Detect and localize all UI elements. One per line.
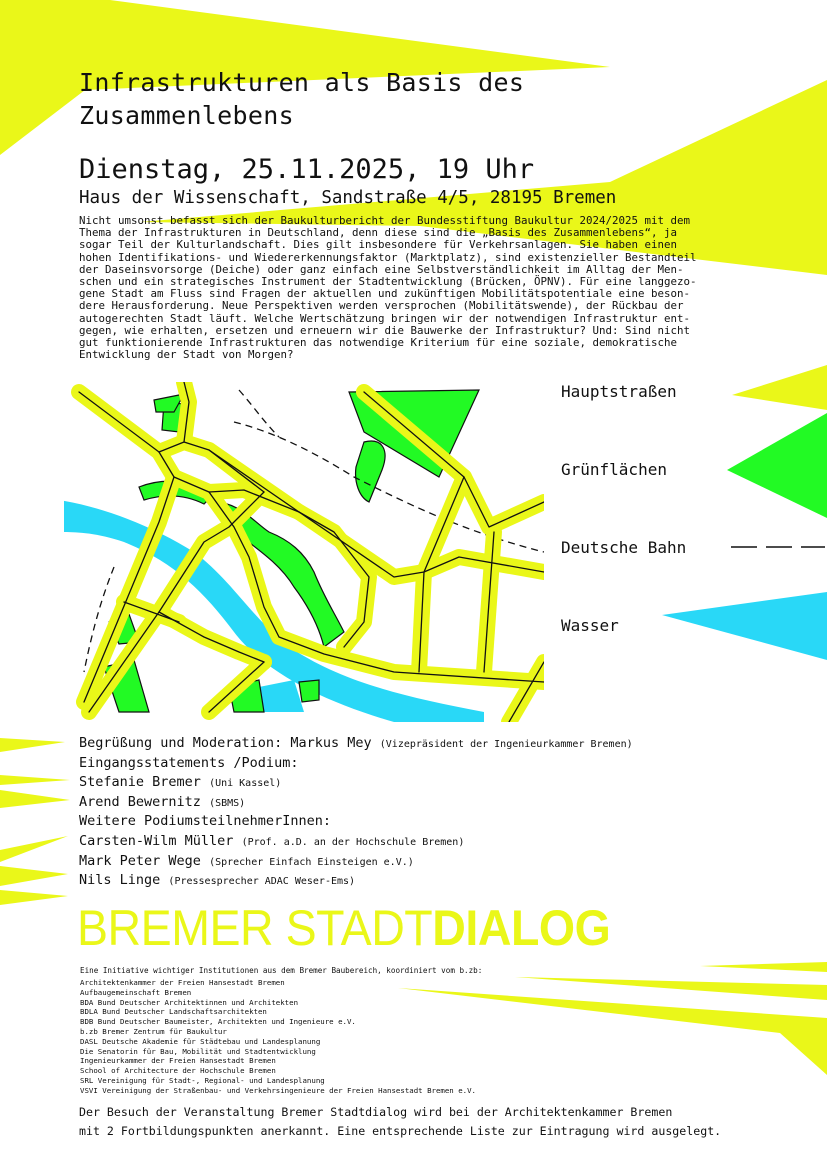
statements-heading: Eingangsstatements /Podium: — [79, 754, 299, 771]
footer-line-1: Der Besuch der Veranstaltung Bremer Stadtdialog wird bei der Architektenkammer Bremen — [79, 1105, 673, 1119]
intro-line: Nicht umsonst befasst sich der Baukulturbericht der Bundesstiftung Baukultur 2024/2025 mit dem — [79, 214, 691, 227]
moderation-role: (Vizepräsident der Ingenieurkammer Bremen) — [379, 739, 633, 750]
legend-railway: Deutsche Bahn — [561, 538, 687, 557]
legend-yellow-wedge — [732, 365, 827, 410]
organization-item: DASL Deutsche Akademie für Städtebau und Landesplanung — [80, 1036, 321, 1046]
moderation-label: Begrüßung und Moderation: — [79, 735, 283, 751]
speaker-row — [79, 793, 633, 813]
speaker-row — [79, 773, 633, 793]
organization-list — [80, 978, 476, 1096]
organization-item: BDLA Bund Deutscher Landschaftsarchitekten — [80, 1007, 267, 1017]
organization-item: b.zb Bremer Zentrum für Baukultur — [80, 1026, 227, 1036]
intro-line: hohen Identifikations- und Wiedererkennungsfaktor (Marktplatz), sind existenzieller Bestandteil — [79, 250, 697, 264]
moderation-name: Markus Mey — [290, 735, 372, 751]
title-line-2: Zusammenlebens — [79, 101, 294, 130]
panelist-role: (Sprecher Einfach Einsteigen e.V.) — [209, 856, 414, 868]
organization-item: BDA Bund Deutscher Architektinnen und Architekten — [80, 997, 299, 1007]
intro-line: Entwicklung der Stadt von Morgen? — [79, 348, 294, 362]
speaker-role: (SBMS) — [209, 797, 246, 809]
program-list — [79, 734, 633, 891]
panelist-name: Nils Linge — [79, 872, 161, 889]
organization-item: Die Senatorin für Bau, Mobilität und Stadtentwicklung — [80, 1046, 316, 1056]
intro-line: autogerechten Stadt läuft. Welche Wertschätzung bringen wir der notwendigen Infrastruktur ent- — [79, 311, 691, 325]
panel-heading: Weitere PodiumsteilnehmerInnen: — [79, 813, 331, 830]
city-map — [64, 382, 544, 722]
speaker-role: (Uni Kassel) — [209, 778, 282, 790]
intro-line: dere Herausforderung. Neue Perspektiven werden versprochen (Mobilitätswende), der Rückbau der — [79, 299, 684, 313]
legend-green-areas: Grünflächen — [561, 460, 667, 479]
speaker-name: Stefanie Bremer — [79, 774, 201, 791]
organization-item: SRL Vereinigung für Stadt-, Regional- und Landesplanung — [80, 1075, 325, 1085]
legend-water: Wasser — [561, 616, 619, 635]
intro-paragraph — [79, 215, 799, 361]
panelist-role: (Pressesprecher ADAC Weser-Ems) — [168, 876, 356, 888]
intro-line: sogar Teil der Kulturlandschaft. Dies gilt insbesondere für Verkehrsanlagen. Sie haben einen — [79, 238, 678, 252]
panelist-row — [79, 832, 633, 852]
brand-light: BREMER STADT — [77, 900, 433, 956]
organization-item: School of Architecture der Hochschule Bremen — [80, 1066, 276, 1076]
footer-line-2: mit 2 Fortbildungspunkten anerkannt. Eine entsprechende Liste zur Eintragung wird ausgelegt. — [79, 1124, 722, 1138]
moderation-row — [79, 734, 633, 754]
intro-line: gegen, wie erhalten, ersetzen und erneuern wir die Bauwerke der Infrastruktur? Und: Sind nicht — [79, 323, 691, 337]
intro-line: der Daseinsvorsorge (Deiche) oder ganz einfach eine Selbstverständlichkeit im Alltag der Men- — [79, 262, 684, 276]
panelist-name: Mark Peter Wege — [79, 852, 201, 869]
panelist-role: (Prof. a.D. an der Hochschule Bremen) — [241, 836, 465, 848]
panelist-row — [79, 871, 633, 891]
title-line-1: Infrastrukturen als Basis des — [79, 68, 525, 97]
organization-item: Aufbaugemeinschaft Bremen — [80, 987, 192, 997]
intro-line: schen und ein strategisches Instrument der Stadtentwicklung (Brücken, ÖPNV). Für eine langgezo- — [79, 275, 697, 289]
event-venue: Haus der Wissenschaft, Sandstraße 4/5, 28195 Bremen — [79, 188, 617, 208]
panelist-name: Carsten-Wilm Müller — [79, 832, 234, 849]
intro-line: gene Stadt am Fluss sind Fragen der aktuellen und zukünftigen Mobilitätspotentiale eine beson- — [79, 287, 691, 301]
initiative-intro: Eine Initiative wichtiger Institutionen aus dem Bremer Baubereich, koordiniert vom b.zb: — [80, 966, 483, 975]
intro-line: Thema der Infrastrukturen in Deutschland, denn diese sind die „Basis des Zusammenlebens“, ja — [79, 226, 678, 240]
organization-item: VSVI Vereinigung der Straßenbau- und Verkehrsingenieure der Freien Hansestadt Bremen e.V. — [80, 1085, 477, 1095]
brand-bold: DIALOG — [432, 900, 611, 956]
event-date: Dienstag, 25.11.2025, 19 Uhr — [79, 154, 535, 185]
speaker-name: Arend Bewernitz — [79, 793, 201, 810]
panelist-row — [79, 852, 633, 872]
legend-main-roads: Hauptstraßen — [561, 382, 677, 401]
page-title — [79, 66, 524, 132]
intro-line: gut funktionierende Infrastrukturen das notwendige Kriterium für eine soziale, demokratische — [79, 336, 678, 350]
footer-note — [79, 1103, 721, 1141]
organization-item: BDB Bund Deutscher Baumeister, Architekten und Ingenieure e.V. — [80, 1017, 356, 1027]
organization-item: Ingenieurkammer der Freien Hansestadt Bremen — [80, 1056, 276, 1066]
brand-logo — [77, 898, 610, 958]
organization-item: Architektenkammer der Freien Hansestadt Bremen — [80, 978, 285, 987]
